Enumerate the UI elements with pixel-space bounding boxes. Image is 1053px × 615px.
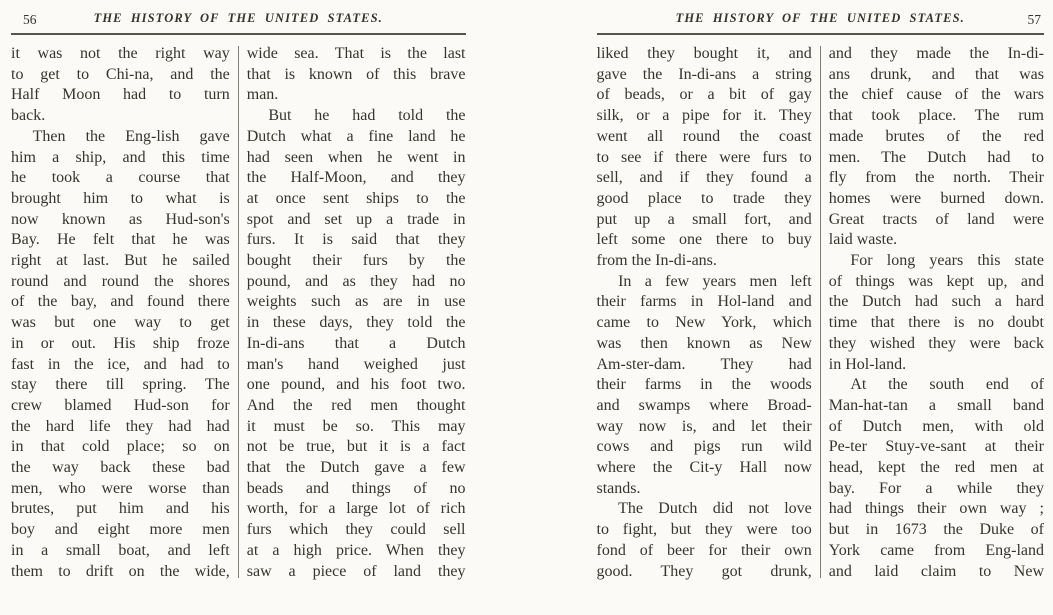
text-line: men, who were worse than (11, 479, 230, 497)
text-line: Great tracts of land were (828, 210, 1044, 228)
text-line: had things their own way ; (828, 500, 1044, 518)
text-line: to get to Chi-na, and the (11, 65, 230, 83)
text-line: but in 1673 the Duke of (828, 521, 1044, 539)
text-line: Man-hat-tan a small band (828, 396, 1044, 414)
text-line: of things was kept up, and (828, 272, 1044, 290)
text-line: crew blamed Hud-son for (11, 396, 230, 414)
text-line: was then known as New (596, 334, 812, 352)
text-line: head, kept the red men at (828, 459, 1044, 477)
text-line: that took place. The rum (828, 107, 1044, 125)
text-line: bay. For a while they (828, 479, 1044, 497)
text-line: fond of beer for their own (596, 541, 812, 559)
text-line: man's hand weighed just (246, 355, 466, 373)
text-line: spot and set up a trade in (246, 210, 466, 228)
text-line: their farms in Hol-land and (596, 293, 812, 311)
text-line: he took a course that (11, 169, 230, 187)
text-line: fast in the ice, and had to (11, 355, 230, 373)
text-line: the chief cause of the wars (828, 86, 1044, 104)
text-line: of beads, or a bit of gay (596, 86, 812, 104)
text-line: that is known of this brave (246, 65, 466, 83)
text-line: liked they bought it, and (596, 45, 812, 62)
text-line: And the red men thought (246, 396, 466, 414)
text-line: In-di-ans that a Dutch (246, 334, 466, 352)
text-line: them to drift on the wide, (11, 562, 230, 580)
text-line: that the Dutch gave a few (246, 459, 466, 477)
text-line: of Dutch men, with old (828, 417, 1044, 435)
text-line: in these days, they told the (246, 314, 466, 332)
text-line: went all round the coast (596, 127, 812, 145)
text-line: At the south end of (850, 376, 1044, 394)
text-line: the way back these bad (11, 459, 230, 477)
text-column (247, 44, 466, 582)
header-rule (597, 33, 1045, 35)
text-line: furs. It is said that they (246, 231, 466, 249)
text-line: The Dutch did not love (618, 500, 812, 518)
text-line: the Half-Moon, and they (246, 169, 466, 187)
text-line: in or out. His ship froze (11, 334, 230, 352)
text-line: wide sea. That is the last (246, 45, 466, 62)
text-line: But he had told the (268, 107, 466, 125)
text-line: was but one way to get (11, 314, 230, 332)
text-line: gave the In-di-ans a string (596, 65, 812, 83)
text-line: now known as Hud-son's (11, 210, 230, 228)
text-line: their farms in the woods (596, 376, 812, 394)
text-line: Am-ster-dam. They had (596, 355, 812, 373)
text-line: of the bay, and found there (11, 293, 230, 311)
text-line: it must be so. This may (246, 417, 466, 435)
text-line: Then the Eng-lish gave (32, 127, 230, 145)
text-line: fly from the north. Their (828, 169, 1044, 187)
text-line: beads and things of no (246, 479, 466, 497)
text-line: they wished they were back (828, 334, 1044, 352)
text-line: in Hol-land. (828, 355, 907, 373)
text-line: to see if there were furs to (596, 148, 812, 166)
text-line: and laid claim to New (828, 562, 1044, 580)
text-line: the hard life they had had (11, 417, 230, 435)
text-line: time that there is no doubt (828, 314, 1044, 332)
text-line: Dutch what a fine land he (246, 127, 466, 145)
text-column (597, 44, 812, 582)
text-line: good place to trade they (596, 189, 812, 207)
text-line: in that cold place; so on (11, 438, 230, 456)
running-title: THE HISTORY OF THE UNITED STATES. (675, 11, 965, 25)
text-line: him a ship, and this time (11, 148, 230, 166)
text-line: Pe-ter Stuy-ve-sant at their (828, 438, 1044, 456)
text-line: silk, or a pipe for it. They (596, 107, 812, 125)
text-column (11, 44, 230, 582)
text-line: one pound, and his foot two. (246, 376, 466, 394)
text-columns (11, 44, 466, 582)
text-line: where the Cit-y Hall now (596, 459, 812, 477)
text-line: In a few years men left (618, 272, 812, 290)
text-line: furs which they could sell (246, 521, 466, 539)
text-line: at once sent ships to the (246, 189, 466, 207)
text-line: For long years this state (850, 252, 1044, 270)
text-line: and they made the In-di- (828, 45, 1044, 62)
text-line: Half Moon had to turn (11, 86, 230, 104)
text-line: it was not the right way (11, 45, 230, 62)
page-number-left: 56 (23, 12, 37, 27)
page-header (597, 8, 1045, 30)
page-number-right: 57 (1027, 12, 1041, 27)
text-line: men. The Dutch had to (828, 148, 1044, 166)
text-line: bought their furs by the (246, 252, 466, 270)
text-line: laid waste. (828, 231, 898, 249)
text-line: not be true, but it is a fact (246, 438, 466, 456)
text-line: way now is, and let their (596, 417, 812, 435)
text-line: York came from Eng-land (828, 541, 1044, 559)
running-title: THE HISTORY OF THE UNITED STATES. (93, 11, 383, 25)
text-line: round and round the shores (11, 272, 230, 290)
text-line: and swamps where Broad- (596, 396, 812, 414)
text-line: homes were burned down. (828, 189, 1044, 207)
text-line: put up a small fort, and (596, 210, 812, 228)
text-line: man. (246, 86, 279, 104)
text-line: stay there till spring. The (11, 376, 230, 394)
text-line: the Dutch had such a hard (828, 293, 1044, 311)
text-line: from the In-di-ans. (596, 252, 717, 270)
text-line: boy and eight more men (11, 521, 230, 539)
text-line: in a small boat, and left (11, 541, 230, 559)
text-columns (597, 44, 1045, 582)
text-line: Bay. He felt that he was (11, 231, 230, 249)
text-line: to fight, but they were too (596, 521, 812, 539)
column-divider-rule (820, 46, 821, 578)
text-line: ans drunk, and that was (828, 65, 1044, 83)
text-line: brutes, put him and his (11, 500, 230, 518)
text-line: had seen when he went in (246, 148, 466, 166)
page-header (11, 8, 466, 30)
text-line: made brutes of the red (828, 127, 1044, 145)
text-line: brought him to what is (11, 189, 230, 207)
text-line: left some one there to buy (596, 231, 812, 249)
text-column (829, 44, 1044, 582)
text-line: at a high price. When they (246, 541, 466, 559)
page-right (527, 0, 1053, 615)
text-line: weights such as are in use (246, 293, 466, 311)
text-line: back. (11, 107, 46, 125)
column-divider-rule (238, 46, 239, 578)
text-line: came to New York, which (596, 314, 812, 332)
text-line: sell, and if they found a (596, 169, 812, 187)
text-line: right at last. But he sailed (11, 252, 230, 270)
text-line: pound, and as they had no (246, 272, 466, 290)
header-rule (11, 33, 466, 35)
text-line: cows and pigs run wild (596, 438, 812, 456)
text-line: stands. (596, 479, 641, 497)
text-line: worth, for a large lot of rich (246, 500, 466, 518)
text-line: good. They got drunk, (596, 562, 812, 580)
text-line: saw a piece of land they (246, 562, 466, 580)
